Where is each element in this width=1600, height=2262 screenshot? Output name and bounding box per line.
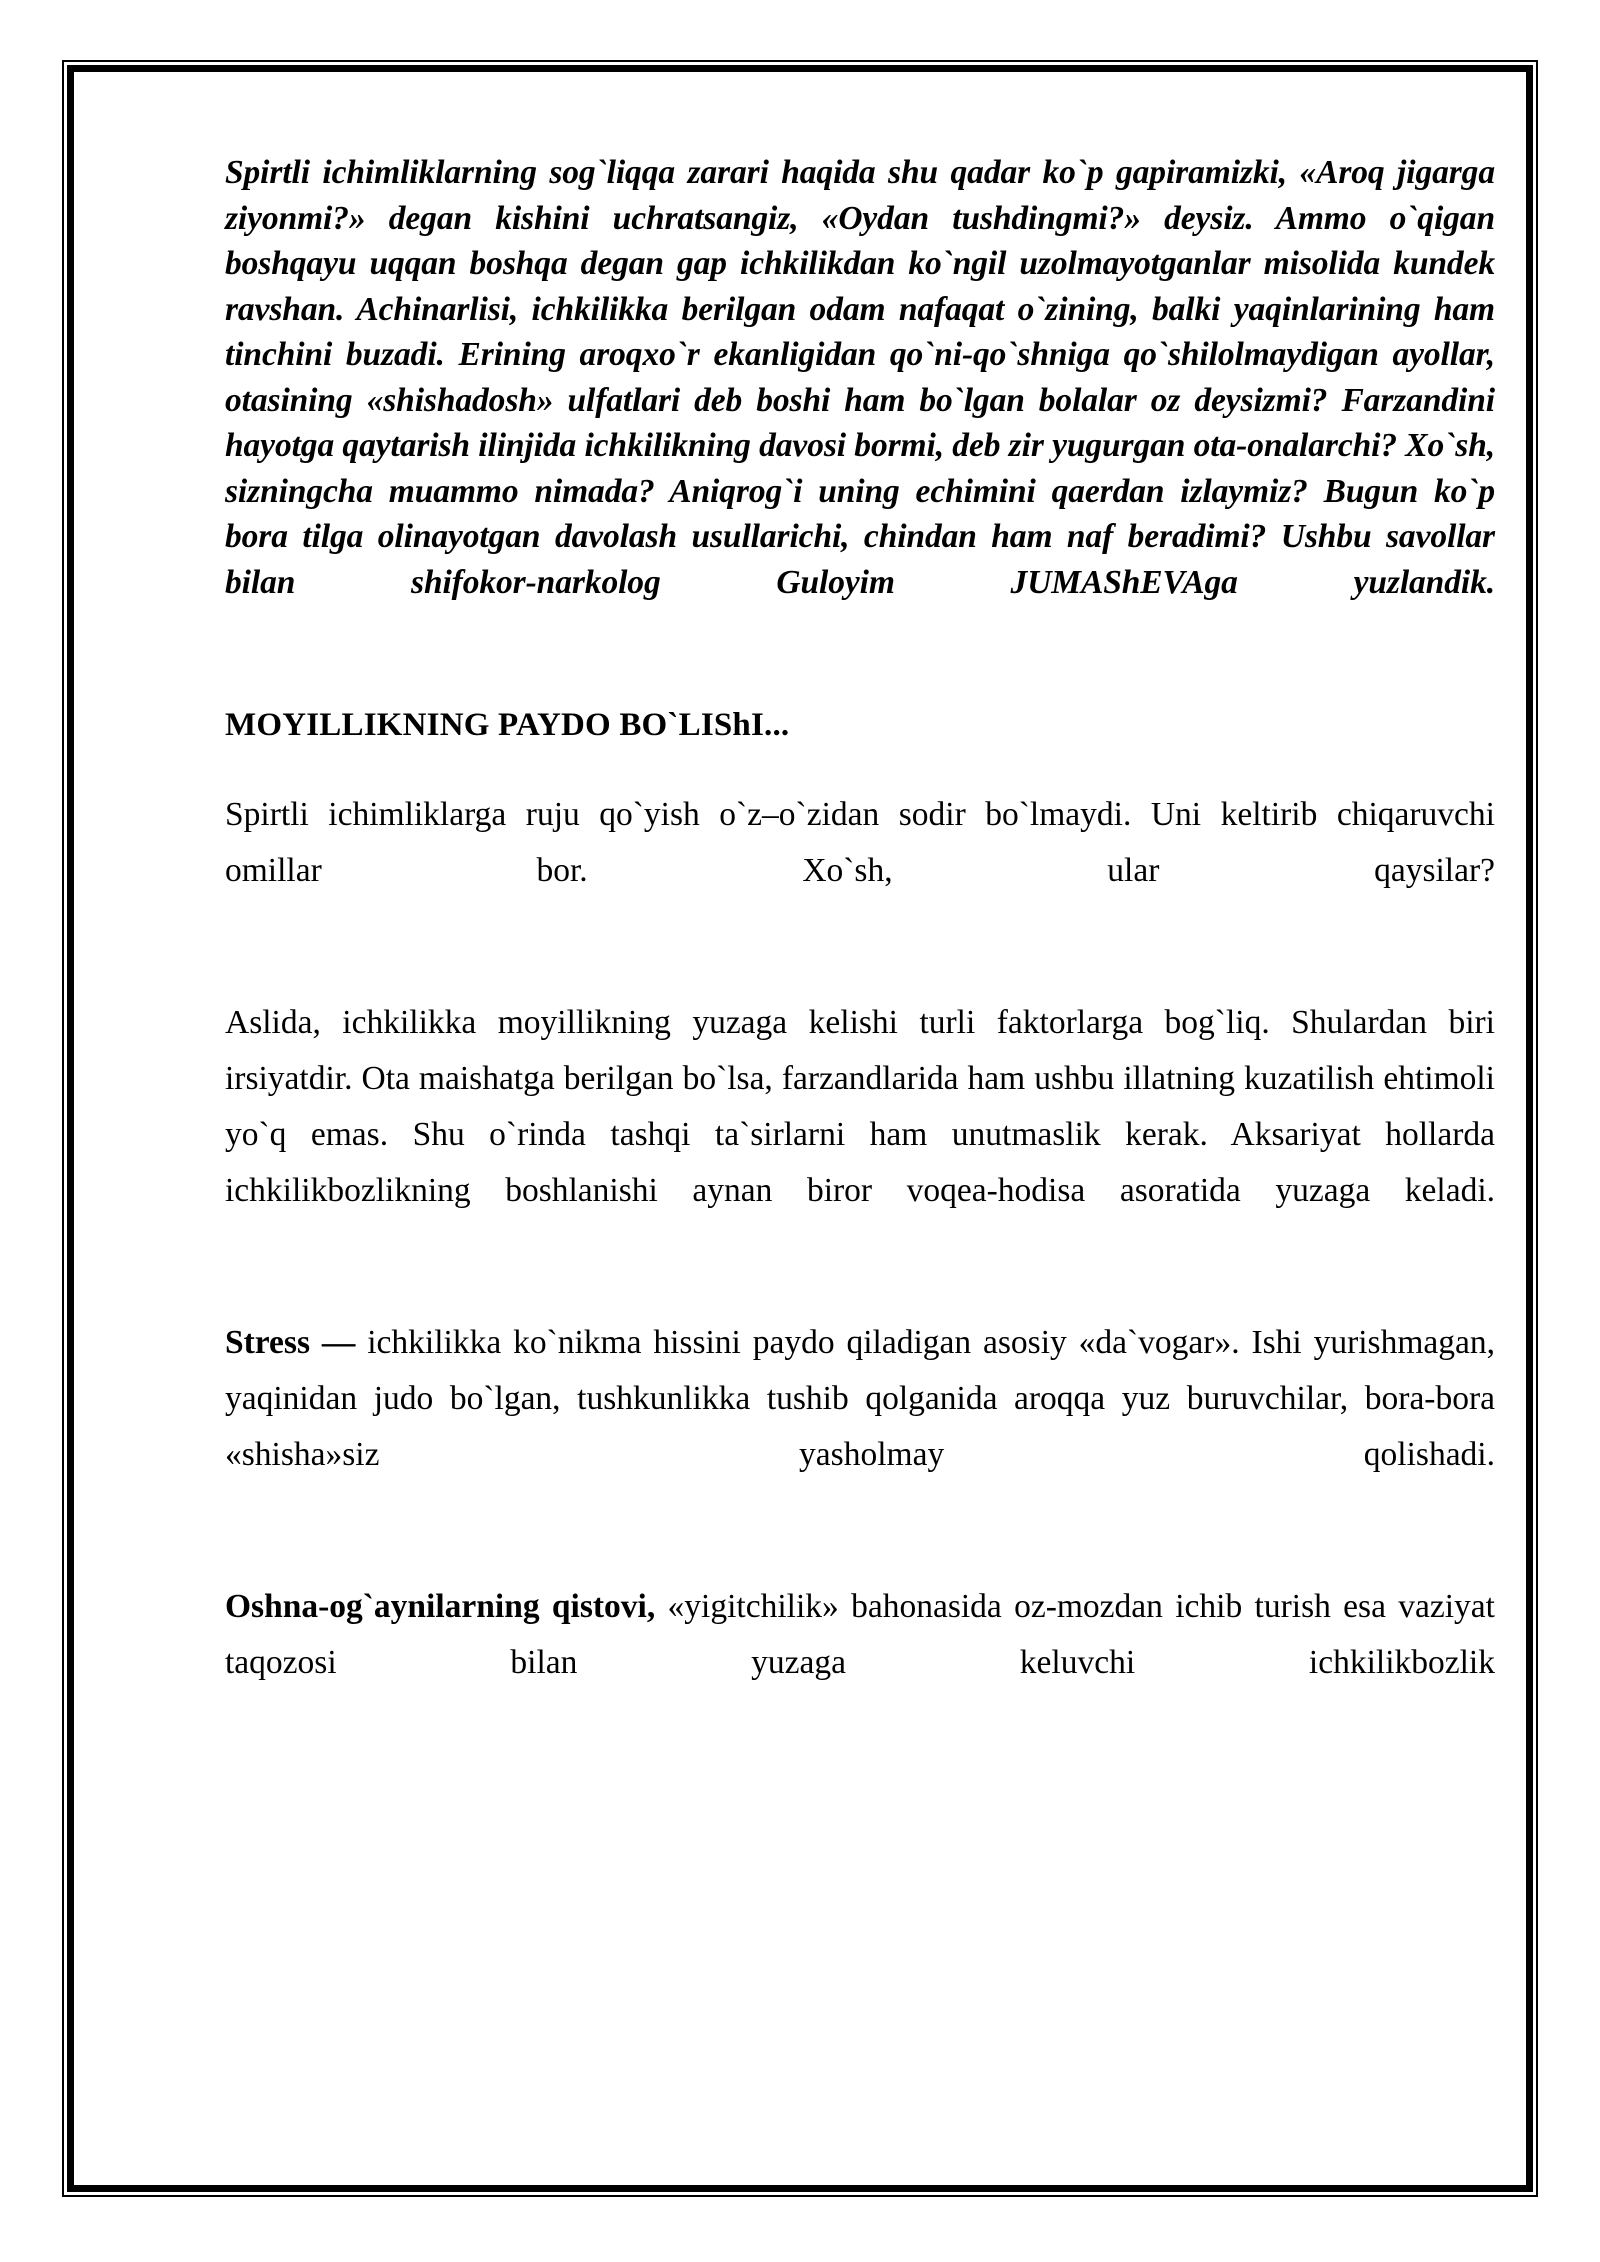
body-paragraph-3 [225, 1315, 1495, 1539]
body-paragraph-3-text: ichkilikka ko`nikma hissini paydo qiladigan asosiy «da`vogar». Ishi yurishmagan, yaqinidan judo bo`lgan, tushkunlikka tushib qolganida aroqqa yuz buruvchilar, bora-bora «shisha»siz yasholmay qolishadi. [225, 1323, 1495, 1473]
body-paragraph-3-bold-lead: Stress — [225, 1323, 356, 1361]
body-paragraph-4 [225, 1579, 1495, 1747]
body-paragraph-4-bold-lead: Oshna-og`aynilarning qistovi, [225, 1587, 656, 1625]
body-paragraph-1: Spirtli ichimliklarga ruju qo`yish o`z–o`zidan sodir bo`lmaydi. Uni keltirib chiqaruvchi omillar bor. Xo`sh, ular qaysilar? [225, 795, 1495, 889]
intro-paragraph: Spirtli ichimliklarning sog`liqqa zarari haqida shu qadar ko`p gapiramizki, «Aroq jigarga ziyonmi?» degan kishini uchratsangiz, «Oydan tushdingmi?» deysiz. Ammo o`qigan boshqayu uqqan boshqa degan gap ichkilikdan ko`ngil uzolmayotganlar misolida kundek ravshan. Achinarlisi, ichkilikka berilgan odam nafaqat o`zining, balki yaqinlarining ham tinchini buzadi. Erining aroqxo`r ekanligidan qo`ni-qo`shniga qo`shilolmaydigan ayollar, otasining «shishadosh» ulfatlari deb boshi ham bo`lgan bolalar oz deysizmi? Farzandini hayotga qaytarish ilinjida ichkilikning davosi bormi, deb zir yugurgan ota-onalarchi? Xo`sh, sizningcha muammo nimada? Aniqrog`i uning echimini qaerdan izlaymiz? Bugun ko`p bora tilga olinayotgan davolash usullarichi, chindan ham naf beradimi? Ushbu savollar bilan shifokor-narkolog Guloyim JUMAShEVAga yuzlandik. [225, 154, 1495, 601]
body-paragraph-4-text: «yigitchilik» bahonasida oz-mozdan ichib turish esa vaziyat taqozosi bilan yuzaga keluvchi ichkilikbozlik [225, 1587, 1495, 1681]
page-content [225, 150, 1495, 1747]
body-paragraph-2: Aslida, ichkilikka moyillikning yuzaga kelishi turli faktorlarga bog`liq. Shulardan biri irsiyatdir. Ota maishatga berilgan bo`lsa, farzandlarida ham ushbu illatning kuzatilish ehtimoli yo`q emas. Shu o`rinda tashqi ta`sirlarni ham unutmaslik kerak. Aksariyat hollarda ichkilikbozlikning boshlanishi aynan biror voqea-hodisa asoratida yuzaga keladi. [225, 1003, 1495, 1209]
section-heading: MOYILLIKNING PAYDO BO`LIShI... [225, 706, 790, 743]
